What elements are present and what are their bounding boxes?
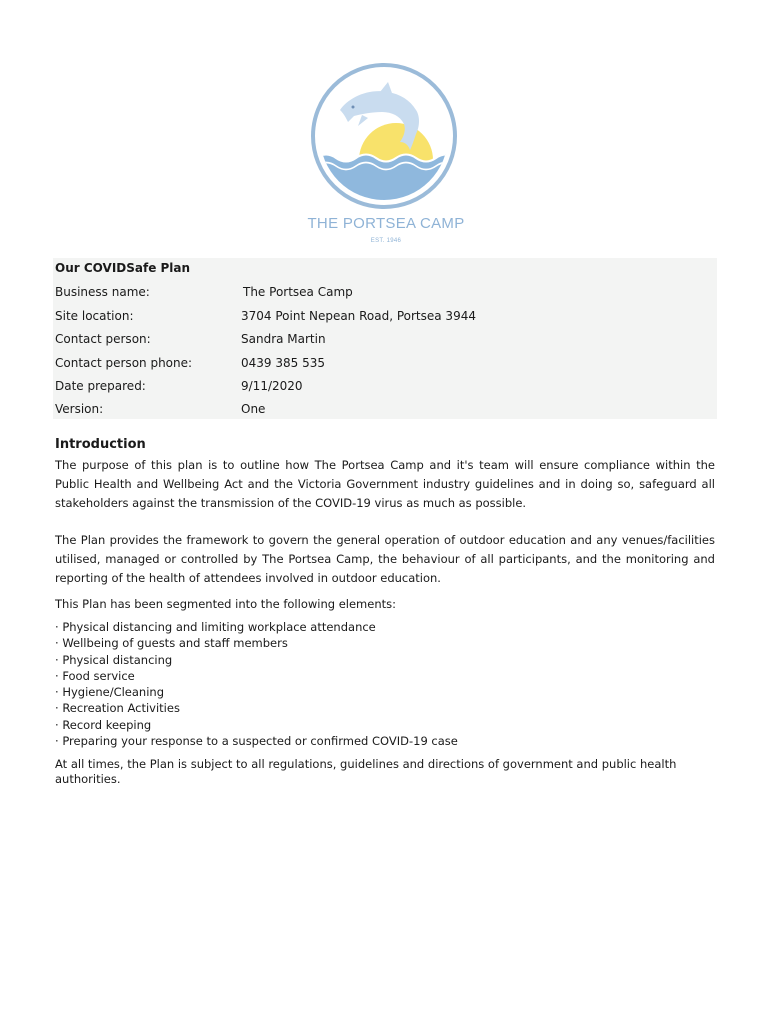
dolphin-sun-emblem-icon	[296, 60, 476, 215]
intro-paragraph-purpose: The purpose of this plan is to outline how The Portsea Camp and it's team will ensure compliance within the Public Health and Wellbeing Act and the Victoria Government industry guidelines and in doing so, safeguard all stakeholders against the transmission of the COVID-19 virus as much as possible.	[55, 458, 715, 510]
plan-title: Our COVIDSafe Plan	[55, 261, 191, 275]
row-date-prepared	[55, 379, 715, 399]
row-business-name	[55, 285, 715, 305]
portsea-camp-logo	[296, 60, 476, 250]
list-item: · Hygiene/Cleaning	[55, 684, 715, 700]
list-item: · Food service	[55, 668, 715, 684]
date-prepared-label: Date prepared:	[55, 379, 146, 393]
contact-phone-value: 0439 385 535	[241, 356, 325, 370]
list-item: · Recreation Activities	[55, 700, 715, 716]
row-contact-phone	[55, 356, 715, 376]
list-item: · Wellbeing of guests and staff members	[55, 635, 715, 651]
version-label: Version:	[55, 402, 104, 416]
list-item: · Preparing your response to a suspected or confirmed COVID-19 case	[55, 733, 715, 749]
version-value: One	[241, 402, 266, 416]
row-version	[55, 402, 715, 422]
intro-paragraph-regulations: At all times, the Plan is subject to all regulations, guidelines and directions of government and public health authorities.	[55, 757, 677, 786]
plan-elements-list	[55, 619, 715, 749]
business-name-label: Business name:	[55, 285, 150, 299]
logo-established: EST. 1946	[370, 238, 402, 244]
contact-phone-label: Contact person phone:	[55, 356, 193, 370]
intro-paragraph-segments: This Plan has been segmented into the following elements:	[55, 597, 396, 611]
business-name-value: The Portsea Camp	[243, 285, 353, 299]
list-item: · Record keeping	[55, 717, 715, 733]
covidsafe-plan-table	[53, 258, 717, 419]
site-location-label: Site location:	[55, 309, 134, 323]
site-location-value: 3704 Point Nepean Road, Portsea 3944	[241, 309, 476, 323]
intro-paragraph-framework: The Plan provides the framework to govern the general operation of outdoor education and any venues/facilities utilised, managed or controlled by The Portsea Camp, the behaviour of all participants, and the monitoring and reporting of the health of attendees involved in outdoor education.	[55, 533, 715, 585]
logo-name: THE PORTSEA CAMP	[307, 215, 465, 232]
contact-person-label: Contact person:	[55, 332, 151, 346]
row-contact-person	[55, 332, 715, 352]
list-item: · Physical distancing	[55, 652, 715, 668]
row-site-location	[55, 309, 715, 329]
date-prepared-value: 9/11/2020	[241, 379, 303, 393]
introduction-heading: Introduction	[55, 437, 146, 452]
contact-person-value: Sandra Martin	[241, 332, 326, 346]
list-item: · Physical distancing and limiting workplace attendance	[55, 619, 715, 635]
